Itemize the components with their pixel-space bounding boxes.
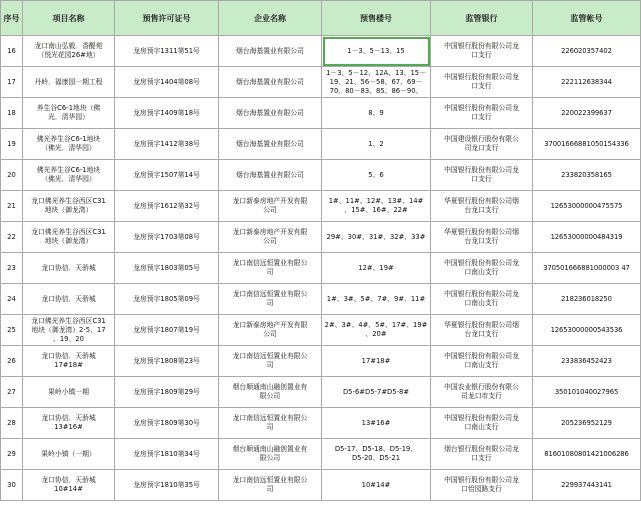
cell-seq[interactable]: 20 [1,160,23,191]
table-row [1,191,641,222]
cell-supervising-bank[interactable]: 中国银行股份有限公司龙 口怡园路支行 [431,470,533,501]
cell-seq[interactable]: 29 [1,439,23,470]
cell-seq[interactable]: 30 [1,470,23,501]
cell-project-name[interactable]: 龙口协信．天骄城 17#18# [23,346,115,377]
cell-seq[interactable]: 26 [1,346,23,377]
cell-supervision-account[interactable]: 370501666881000003 47 [533,253,641,284]
cell-company-name[interactable]: 龙口南信远恒置业有限公 司 [219,470,322,501]
cell-presale-buildings[interactable]: 1、2 [322,129,431,160]
cell-presale-license[interactable]: 龙房预字1803第05号 [115,253,219,284]
cell-presale-buildings[interactable]: 10#14# [322,470,431,501]
cell-company-name[interactable]: 龙口南信远恒置业有限公 司 [219,253,322,284]
cell-presale-license[interactable]: 龙房预字1703第08号 [115,222,219,253]
cell-presale-buildings[interactable]: 1－3、5－12、12A、13、15－ 19、21、56－58、67、69－ 70、80－83、85、86－90、 [322,67,431,98]
cell-supervision-account[interactable]: 205236952129 [533,408,641,439]
cell-company-name[interactable]: 龙口新泰房地产开发有限 公司 [219,222,322,253]
cell-seq[interactable]: 17 [1,67,23,98]
cell-supervision-account[interactable]: 233836452423 [533,346,641,377]
cell-supervising-bank[interactable]: 华夏银行股份有限公司烟 台龙口支行 [431,222,533,253]
cell-seq[interactable]: 25 [1,315,23,346]
cell-project-name[interactable]: 果岭小镇一期 [23,377,115,408]
header-supervision-account: 监管帐号 [533,1,641,36]
cell-presale-buildings[interactable]: 1#、11#、12#、13#、14# 、15#、16#、22# [322,191,431,222]
cell-supervision-account[interactable]: 222112638344 [533,67,641,98]
cell-presale-license[interactable]: 龙房预字1810第35号 [115,470,219,501]
cell-presale-buildings[interactable]: D5-6#D5-7#D5-8# [322,377,431,408]
cell-supervising-bank[interactable]: 中国银行股份有限公司龙 口支行 [431,36,533,67]
cell-supervising-bank[interactable]: 中国银行股份有限公司龙 口南山支行 [431,284,533,315]
cell-supervision-account[interactable]: 220022399637 [533,98,641,129]
cell-seq[interactable]: 16 [1,36,23,67]
cell-presale-buildings[interactable]: D5-17、D5-18、D5-19、 D5-20、D5-21 [322,439,431,470]
cell-project-name[interactable]: 龙口佛光养生谷西区C31 地块（御龙湾）2-5、17 、19、20 [23,315,115,346]
cell-company-name[interactable]: 烟台海基置业有限公司 [219,98,322,129]
cell-presale-license[interactable]: 龙房预字1404第08号 [115,67,219,98]
cell-project-name[interactable]: 佛光养生谷C6-1地块 （佛光．清华园） [23,129,115,160]
table-row [1,284,641,315]
cell-presale-buildings[interactable]: 8、9 [322,98,431,129]
cell-seq[interactable]: 27 [1,377,23,408]
table-row [1,98,641,129]
cell-seq[interactable]: 23 [1,253,23,284]
cell-project-name[interactable]: 龙口佛光养生谷西区C31 地块（御龙湾） [23,191,115,222]
cell-supervising-bank[interactable]: 烟台银行股份有限公司龙 口支行 [431,439,533,470]
cell-project-name[interactable]: 龙口协信．天骄城 [23,284,115,315]
header-presale-license: 预售许可证号 [115,1,219,36]
table-row [1,36,641,67]
header-row [1,1,641,36]
cell-presale-buildings[interactable]: 13#16# [322,408,431,439]
cell-supervising-bank[interactable]: 中国银行股份有限公司龙 口支行 [431,67,533,98]
cell-company-name[interactable]: 烟台海基置业有限公司 [219,160,322,191]
cell-supervision-account[interactable]: 218236018250 [533,284,641,315]
cell-project-name[interactable]: 养生谷C6-1地块（佛 光．清华园） [23,98,115,129]
header-seq: 序号 [1,1,23,36]
table-row [1,222,641,253]
cell-supervising-bank[interactable]: 中国建设银行股份有限公 司龙口支行 [431,129,533,160]
cell-seq[interactable]: 24 [1,284,23,315]
cell-company-name[interactable]: 龙口南信远恒置业有限公 司 [219,408,322,439]
cell-supervision-account[interactable]: 37001666881050154336 [533,129,641,160]
cell-presale-license[interactable]: 龙房预字1808第23号 [115,346,219,377]
cell-presale-buildings[interactable]: 1－3、5－13、15 [322,36,431,67]
cell-company-name[interactable]: 龙口南信远恒置业有限公 司 [219,284,322,315]
cell-supervision-account[interactable]: 226020357402 [533,36,641,67]
cell-project-name[interactable]: 龙口协信．天骄城 10#14# [23,470,115,501]
cell-project-name[interactable]: 果岭小镇（一期） [23,439,115,470]
cell-company-name[interactable]: 龙口新泰房地产开发有限 公司 [219,191,322,222]
cell-presale-license[interactable]: 龙房预字1311第51号 [115,36,219,67]
cell-supervision-account[interactable]: 229937443141 [533,470,641,501]
cell-presale-license[interactable]: 龙房预字1507第14号 [115,160,219,191]
table-row [1,253,641,284]
cell-project-name[interactable]: 龙口协信．天骄城 13#16# [23,408,115,439]
cell-presale-license[interactable]: 龙房预字1805第09号 [115,284,219,315]
cell-company-name[interactable]: 烟台顺通南山融创置业有 限公司 [219,439,322,470]
cell-presale-license[interactable]: 龙房预字1809第30号 [115,408,219,439]
cell-supervising-bank[interactable]: 中国银行股份有限公司龙 口支行 [431,160,533,191]
cell-seq[interactable]: 18 [1,98,23,129]
cell-supervising-bank[interactable]: 中国银行股份有限公司龙 口南山支行 [431,408,533,439]
cell-seq[interactable]: 21 [1,191,23,222]
cell-supervision-account[interactable]: 81601080801421006286 [533,439,641,470]
table-row [1,377,641,408]
cell-company-name[interactable]: 烟台海基置业有限公司 [219,129,322,160]
table-row [1,408,641,439]
cell-project-name[interactable]: 龙口南山弘毅．香醍苑 （悦光花园26#地） [23,36,115,67]
cell-presale-buildings[interactable]: 2#、3#、4#、5#、17#、19# 、20# [322,315,431,346]
cell-seq[interactable]: 22 [1,222,23,253]
table-row [1,67,641,98]
cell-supervising-bank[interactable]: 中国银行股份有限公司龙 口南山支行 [431,253,533,284]
cell-company-name[interactable]: 龙口南信远恒置业有限公 司 [219,346,322,377]
cell-supervision-account[interactable]: 12653000000475575 [533,191,641,222]
cell-company-name[interactable]: 龙口新泰房地产开发有限 公司 [219,315,322,346]
cell-project-name[interactable]: 龙口佛光养生谷西区C31 地块（御龙湾） [23,222,115,253]
cell-supervising-bank[interactable]: 中国银行股份有限公司龙 口南山支行 [431,346,533,377]
header-presale-buildings: 预售楼号 [322,1,431,36]
cell-presale-license[interactable]: 龙房预字1412第38号 [115,129,219,160]
header-project-name: 项目名称 [23,1,115,36]
header-supervising-bank: 监管银行 [431,1,533,36]
cell-supervision-account[interactable]: 12653000000484319 [533,222,641,253]
cell-supervision-account[interactable]: 233820358165 [533,160,641,191]
cell-seq[interactable]: 19 [1,129,23,160]
cell-presale-license[interactable]: 龙房预字1807第19号 [115,315,219,346]
cell-project-name[interactable]: 佛光养生谷C6-1地块 （佛光．清华园） [23,160,115,191]
cell-supervising-bank[interactable]: 中国农业银行股份有限公 司龙口市支行 [431,377,533,408]
cell-seq[interactable]: 28 [1,408,23,439]
cell-company-name[interactable]: 烟台海基置业有限公司 [219,36,322,67]
cell-presale-buildings[interactable]: 5、6 [322,160,431,191]
cell-project-name[interactable]: 龙口协信．天骄城 [23,253,115,284]
table-row [1,439,641,470]
cell-company-name[interactable]: 烟台海基置业有限公司 [219,67,322,98]
table-row [1,315,641,346]
cell-supervision-account[interactable]: 350101040027965 [533,377,641,408]
cell-supervising-bank[interactable]: 华夏银行股份有限公司烟 台龙口支行 [431,191,533,222]
cell-presale-buildings[interactable]: 1#、3#、5#、7#、9#、11# [322,284,431,315]
table-row [1,470,641,501]
cell-project-name[interactable]: 丹岭．福康园一期工程 [23,67,115,98]
table-row [1,129,641,160]
table-row [1,346,641,377]
cell-supervision-account[interactable]: 12653000000543536 [533,315,641,346]
cell-presale-buildings[interactable]: 12#、19# [322,253,431,284]
cell-presale-buildings[interactable]: 29#、30#、31#、32#、33# [322,222,431,253]
cell-presale-license[interactable]: 龙房预字1810第34号 [115,439,219,470]
cell-supervising-bank[interactable]: 中国银行股份有限公司龙 口支行 [431,98,533,129]
cell-presale-license[interactable]: 龙房预字1612第32号 [115,191,219,222]
cell-presale-license[interactable]: 龙房预字1809第29号 [115,377,219,408]
cell-company-name[interactable]: 烟台顺通南山融创置业有 限公司 [219,377,322,408]
header-company-name: 企业名称 [219,1,322,36]
cell-presale-buildings[interactable]: 17#18# [322,346,431,377]
cell-supervising-bank[interactable]: 华夏银行股份有限公司烟 台龙口支行 [431,315,533,346]
table-row [1,160,641,191]
cell-presale-license[interactable]: 龙房预字1409第18号 [115,98,219,129]
